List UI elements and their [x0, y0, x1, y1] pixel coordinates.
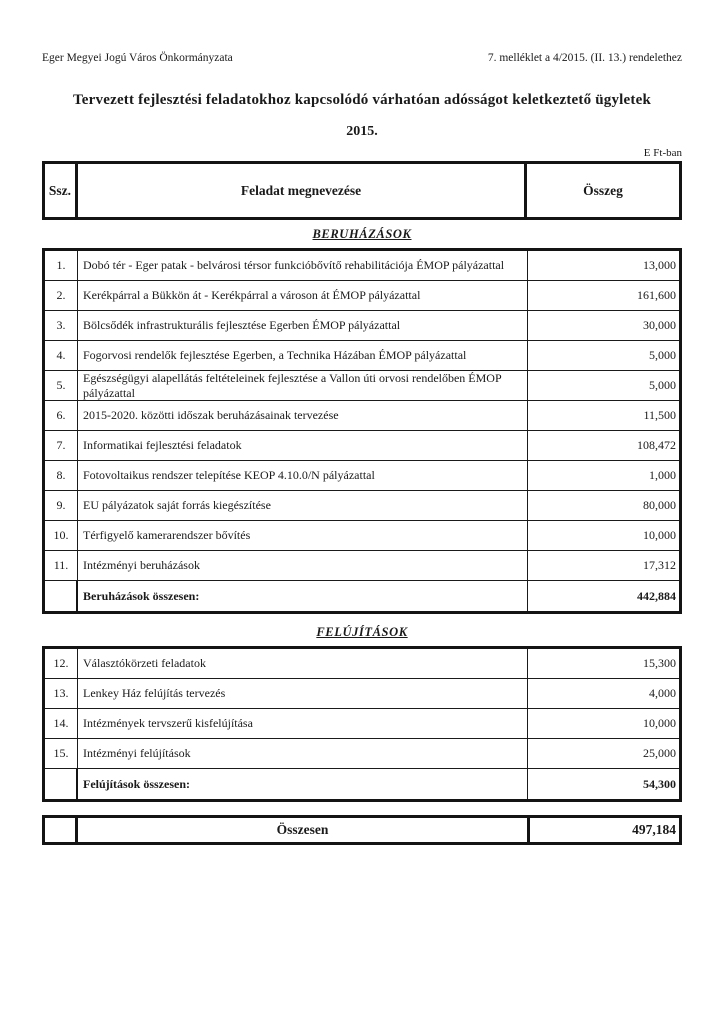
row-amount: 5,000: [649, 348, 676, 362]
grand-total-amount: 497,184: [632, 822, 676, 837]
beruhazasok-table: [42, 248, 682, 614]
row-amount: 17,312: [643, 558, 676, 572]
table-row: [45, 491, 679, 521]
row-number: 6.: [45, 401, 78, 430]
row-number: 3.: [45, 311, 78, 340]
row-description: Választókörzeti feladatok: [78, 649, 528, 678]
section-total-row: [45, 769, 679, 799]
row-number: 15.: [45, 739, 78, 768]
row-amount: 108,472: [637, 438, 676, 452]
unit-label: E Ft-ban: [643, 147, 682, 159]
row-description: Informatikai fejlesztési feladatok: [78, 431, 528, 460]
section-heading-felujitasok: [42, 625, 682, 640]
section-heading-label: BERUHÁZÁSOK: [312, 227, 412, 241]
row-number: 2.: [45, 281, 78, 310]
table-row: [45, 461, 679, 491]
row-description: Egészségügyi alapellátás feltételeinek fejlesztése a Vallon úti orvosi rendelőben ÉMOP pályázattal: [78, 371, 528, 400]
table-row: [45, 341, 679, 371]
row-amount: 5,000: [649, 378, 676, 392]
row-number: 8.: [45, 461, 78, 490]
row-number: 4.: [45, 341, 78, 370]
table-row: [45, 649, 679, 679]
grand-total-row: [42, 815, 682, 845]
table-row: [45, 281, 679, 311]
row-description: Kerékpárral a Bükkön át - Kerékpárral a városon át ÉMOP pályázattal: [78, 281, 528, 310]
table-column-header-row: [42, 161, 682, 220]
row-amount: 80,000: [643, 498, 676, 512]
row-amount: 25,000: [643, 746, 676, 760]
section-total-label: Felújítások összesen:: [78, 769, 528, 799]
row-description: Térfigyelő kamerarendszer bővítés: [78, 521, 528, 550]
table-row: [45, 521, 679, 551]
table-row: [45, 401, 679, 431]
table-row: [45, 739, 679, 769]
page-header-right: 7. melléklet a 4/2015. (II. 13.) rendelethez: [487, 52, 682, 64]
grand-total-label: Összesen: [78, 818, 530, 842]
row-description: 2015-2020. közötti időszak beruházásainak tervezése: [78, 401, 528, 430]
row-amount: 4,000: [649, 686, 676, 700]
grand-total-number-cell: [45, 818, 78, 842]
row-description: Lenkey Ház felújítás tervezés: [78, 679, 528, 708]
table-row: [45, 551, 679, 581]
row-number: 14.: [45, 709, 78, 738]
row-description: Intézményi beruházások: [78, 551, 528, 580]
row-amount: 30,000: [643, 318, 676, 332]
page-header-left: Eger Megyei Jogú Város Önkormányzata: [42, 52, 233, 64]
row-amount: 15,300: [643, 656, 676, 670]
column-header-amount: Összeg: [583, 182, 623, 198]
row-description: EU pályázatok saját forrás kiegészítése: [78, 491, 528, 520]
section-total-amount: 54,300: [643, 776, 676, 791]
row-description: Intézményi felújítások: [78, 739, 528, 768]
row-number: 13.: [45, 679, 78, 708]
row-amount: 1,000: [649, 468, 676, 482]
row-amount: 161,600: [637, 288, 676, 302]
row-amount: 10,000: [643, 528, 676, 542]
row-amount: 10,000: [643, 716, 676, 730]
row-number: 12.: [45, 649, 78, 678]
row-number: 10.: [45, 521, 78, 550]
table-row: [45, 251, 679, 281]
row-number: 11.: [45, 551, 78, 580]
row-number: [45, 581, 78, 611]
section-heading-beruhazasok: [42, 227, 682, 242]
row-description: Fotovoltaikus rendszer telepítése KEOP 4.10.0/N pályázattal: [78, 461, 528, 490]
row-description: Dobó tér - Eger patak - belvárosi térsor funkcióbővítő rehabilitációja ÉMOP pályázattal: [78, 251, 528, 280]
doc-subtitle: 2015.: [346, 124, 378, 139]
row-description: Intézmények tervszerű kisfelújítása: [78, 709, 528, 738]
felujitasok-table: [42, 646, 682, 802]
column-header-ssz: Ssz.: [45, 164, 78, 217]
section-total-amount: 442,884: [637, 588, 676, 603]
table-row: [45, 679, 679, 709]
row-description: Fogorvosi rendelők fejlesztése Egerben, a Technika Házában ÉMOP pályázattal: [78, 341, 528, 370]
page-header: [42, 52, 682, 64]
row-number: 7.: [45, 431, 78, 460]
row-number: [45, 769, 78, 799]
row-number: 1.: [45, 251, 78, 280]
table-row: [45, 371, 679, 401]
table-row: [45, 709, 679, 739]
section-total-row: [45, 581, 679, 611]
row-amount: 11,500: [643, 408, 676, 422]
table-row: [45, 431, 679, 461]
table-row: [45, 311, 679, 341]
section-heading-label: FELÚJÍTÁSOK: [316, 625, 408, 639]
row-amount: 13,000: [643, 258, 676, 272]
row-number: 9.: [45, 491, 78, 520]
column-header-task: Feladat megnevezése: [78, 164, 527, 217]
row-description: Bölcsődék infrastrukturális fejlesztése Egerben ÉMOP pályázattal: [78, 311, 528, 340]
row-number: 5.: [45, 371, 78, 400]
doc-title: Tervezett fejlesztési feladatokhoz kapcsolódó várhatóan adósságot keletkeztető ügyletek: [72, 92, 651, 108]
section-total-label: Beruházások összesen:: [78, 581, 528, 611]
